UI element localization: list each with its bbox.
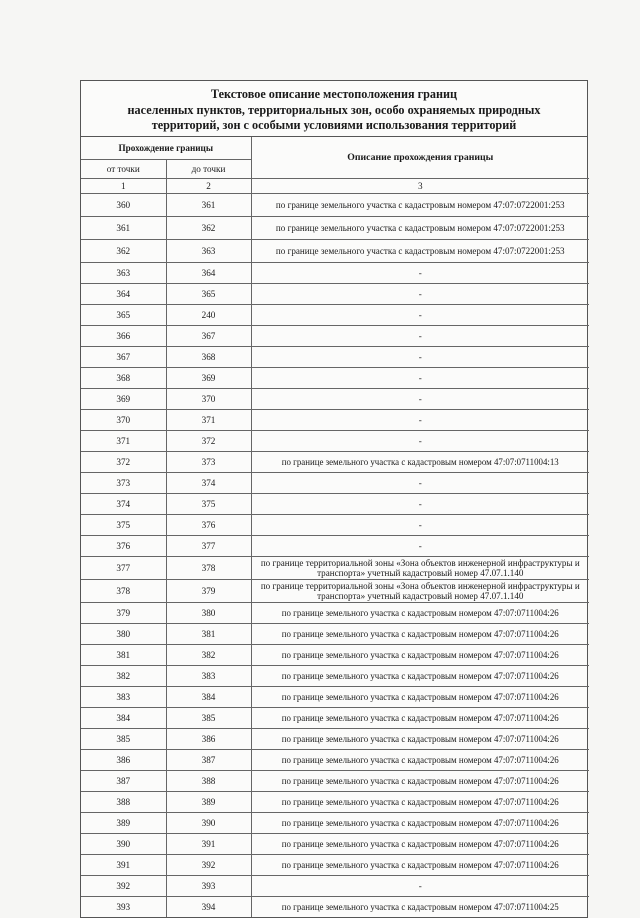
- cell-to-point: 377: [166, 536, 251, 557]
- cell-from-point: 382: [81, 666, 166, 687]
- cell-description: по границе земельного участка с кадастровым номером 47:07:0711004:26: [251, 645, 589, 666]
- cell-from-point: 369: [81, 389, 166, 410]
- cell-to-point: 392: [166, 855, 251, 876]
- cell-description: -: [251, 389, 589, 410]
- cell-description: по границе земельного участка с кадастровым номером 47:07:0711004:26: [251, 855, 589, 876]
- cell-description: по границе земельного участка с кадастровым номером 47:07:0711004:25: [251, 897, 589, 918]
- header-col-1: 1: [81, 179, 166, 194]
- cell-to-point: 365: [166, 284, 251, 305]
- table-row: [81, 263, 589, 284]
- table-row: [81, 368, 589, 389]
- cell-from-point: 381: [81, 645, 166, 666]
- cell-description: -: [251, 410, 589, 431]
- cell-description: -: [251, 431, 589, 452]
- cell-to-point: 380: [166, 603, 251, 624]
- cell-to-point: 387: [166, 750, 251, 771]
- cell-to-point: 390: [166, 813, 251, 834]
- table-row: [81, 473, 589, 494]
- cell-description: по границе земельного участка с кадастровым номером 47:07:0711004:26: [251, 792, 589, 813]
- table-row: [81, 389, 589, 410]
- cell-from-point: 379: [81, 603, 166, 624]
- cell-from-point: 389: [81, 813, 166, 834]
- cell-to-point: 388: [166, 771, 251, 792]
- table-row: [81, 240, 589, 263]
- table-row: [81, 305, 589, 326]
- cell-from-point: 360: [81, 194, 166, 217]
- cell-description: по границе территориальной зоны «Зона объектов инженерной инфраструктуры и транспорта» учетный кадастровый номер 47.07.1.140: [251, 580, 589, 603]
- table-row: [81, 666, 589, 687]
- cell-to-point: 384: [166, 687, 251, 708]
- cell-description: по границе земельного участка с кадастровым номером 47:07:0722001:253: [251, 240, 589, 263]
- table-row: [81, 326, 589, 347]
- cell-to-point: 386: [166, 729, 251, 750]
- cell-from-point: 371: [81, 431, 166, 452]
- boundary-table: [81, 137, 589, 917]
- cell-from-point: 364: [81, 284, 166, 305]
- cell-to-point: 385: [166, 708, 251, 729]
- cell-to-point: 379: [166, 580, 251, 603]
- cell-description: по границе земельного участка с кадастровым номером 47:07:0711004:26: [251, 666, 589, 687]
- cell-from-point: 362: [81, 240, 166, 263]
- table-row: [81, 410, 589, 431]
- title-line-1: Текстовое описание местоположения границ: [210, 87, 458, 101]
- table-row: [81, 729, 589, 750]
- table-row: [81, 792, 589, 813]
- cell-to-point: 382: [166, 645, 251, 666]
- table-row: [81, 645, 589, 666]
- cell-description: по границе земельного участка с кадастровым номером 47:07:0711004:26: [251, 603, 589, 624]
- cell-description: по границе земельного участка с кадастровым номером 47:07:0711004:26: [251, 729, 589, 750]
- table-row: [81, 834, 589, 855]
- cell-to-point: 372: [166, 431, 251, 452]
- title-line-3: территорий, зон с особыми условиями использования территорий: [151, 118, 517, 132]
- cell-description: по границе земельного участка с кадастровым номером 47:07:0711004:26: [251, 624, 589, 645]
- document-title: [81, 81, 587, 137]
- cell-description: -: [251, 515, 589, 536]
- cell-from-point: 373: [81, 473, 166, 494]
- cell-to-point: 391: [166, 834, 251, 855]
- cell-from-point: 377: [81, 557, 166, 580]
- cell-from-point: 391: [81, 855, 166, 876]
- cell-description: по границе территориальной зоны «Зона объектов инженерной инфраструктуры и транспорта» учетный кадастровый номер 47.07.1.140: [251, 557, 589, 580]
- cell-from-point: 372: [81, 452, 166, 473]
- cell-description: по границе земельного участка с кадастровым номером 47:07:0711004:26: [251, 750, 589, 771]
- cell-from-point: 368: [81, 368, 166, 389]
- cell-from-point: 388: [81, 792, 166, 813]
- header-from: от точки: [81, 160, 166, 179]
- cell-to-point: 376: [166, 515, 251, 536]
- cell-description: по границе земельного участка с кадастровым номером 47:07:0711004:26: [251, 708, 589, 729]
- table-row: [81, 897, 589, 918]
- cell-from-point: 392: [81, 876, 166, 897]
- table-row: [81, 855, 589, 876]
- cell-from-point: 363: [81, 263, 166, 284]
- table-row: [81, 603, 589, 624]
- table-row: [81, 347, 589, 368]
- cell-description: -: [251, 347, 589, 368]
- cell-to-point: 362: [166, 217, 251, 240]
- cell-from-point: 366: [81, 326, 166, 347]
- cell-to-point: 370: [166, 389, 251, 410]
- cell-description: -: [251, 326, 589, 347]
- cell-from-point: 361: [81, 217, 166, 240]
- cell-description: -: [251, 473, 589, 494]
- table-row: [81, 771, 589, 792]
- cell-to-point: 364: [166, 263, 251, 284]
- title-line-2: населенных пунктов, территориальных зон, особо охраняемых природных: [127, 102, 541, 117]
- cell-to-point: 368: [166, 347, 251, 368]
- cell-to-point: 381: [166, 624, 251, 645]
- cell-to-point: 375: [166, 494, 251, 515]
- header-to: до точки: [166, 160, 251, 179]
- table-row: [81, 217, 589, 240]
- cell-description: -: [251, 368, 589, 389]
- cell-from-point: 374: [81, 494, 166, 515]
- header-col-2: 2: [166, 179, 251, 194]
- table-row: [81, 494, 589, 515]
- cell-to-point: 393: [166, 876, 251, 897]
- cell-description: по границе земельного участка с кадастровым номером 47:07:0711004:26: [251, 834, 589, 855]
- cell-description: -: [251, 305, 589, 326]
- cell-from-point: 383: [81, 687, 166, 708]
- cell-description: по границе земельного участка с кадастровым номером 47:07:0722001:253: [251, 194, 589, 217]
- cell-to-point: 371: [166, 410, 251, 431]
- cell-from-point: 370: [81, 410, 166, 431]
- cell-to-point: 240: [166, 305, 251, 326]
- cell-from-point: 376: [81, 536, 166, 557]
- table-row: [81, 557, 589, 580]
- table-row: [81, 515, 589, 536]
- cell-from-point: 380: [81, 624, 166, 645]
- cell-to-point: 369: [166, 368, 251, 389]
- cell-to-point: 373: [166, 452, 251, 473]
- cell-from-point: 378: [81, 580, 166, 603]
- cell-description: по границе земельного участка с кадастровым номером 47:07:0711004:13: [251, 452, 589, 473]
- table-body: [81, 194, 589, 918]
- table-row: [81, 813, 589, 834]
- table-row: [81, 876, 589, 897]
- cell-from-point: 390: [81, 834, 166, 855]
- table-row: [81, 708, 589, 729]
- cell-from-point: 393: [81, 897, 166, 918]
- cell-from-point: 385: [81, 729, 166, 750]
- cell-description: по границе земельного участка с кадастровым номером 47:07:0711004:26: [251, 813, 589, 834]
- cell-description: по границе земельного участка с кадастровым номером 47:07:0711004:26: [251, 687, 589, 708]
- cell-description: по границе земельного участка с кадастровым номером 47:07:0711004:26: [251, 771, 589, 792]
- table-row: [81, 536, 589, 557]
- cell-from-point: 367: [81, 347, 166, 368]
- cell-from-point: 365: [81, 305, 166, 326]
- table-row: [81, 624, 589, 645]
- cell-to-point: 394: [166, 897, 251, 918]
- cell-to-point: 383: [166, 666, 251, 687]
- table-row: [81, 431, 589, 452]
- cell-from-point: 375: [81, 515, 166, 536]
- table-row: [81, 750, 589, 771]
- table-row: [81, 194, 589, 217]
- table-row: [81, 284, 589, 305]
- cell-description: -: [251, 263, 589, 284]
- header-description: Описание прохождения границы: [251, 137, 589, 179]
- cell-to-point: 367: [166, 326, 251, 347]
- header-col-3: 3: [251, 179, 589, 194]
- cell-from-point: 384: [81, 708, 166, 729]
- cell-description: по границе земельного участка с кадастровым номером 47:07:0722001:253: [251, 217, 589, 240]
- cell-description: -: [251, 536, 589, 557]
- cell-description: -: [251, 284, 589, 305]
- cell-to-point: 361: [166, 194, 251, 217]
- cell-to-point: 363: [166, 240, 251, 263]
- cell-from-point: 387: [81, 771, 166, 792]
- header-passage: Прохождение границы: [81, 137, 251, 160]
- cell-from-point: 386: [81, 750, 166, 771]
- cell-to-point: 374: [166, 473, 251, 494]
- table-row: [81, 452, 589, 473]
- table-row: [81, 580, 589, 603]
- cell-description: -: [251, 494, 589, 515]
- cell-to-point: 378: [166, 557, 251, 580]
- cell-to-point: 389: [166, 792, 251, 813]
- table-row: [81, 687, 589, 708]
- boundary-description-table-frame: [80, 80, 588, 918]
- cell-description: -: [251, 876, 589, 897]
